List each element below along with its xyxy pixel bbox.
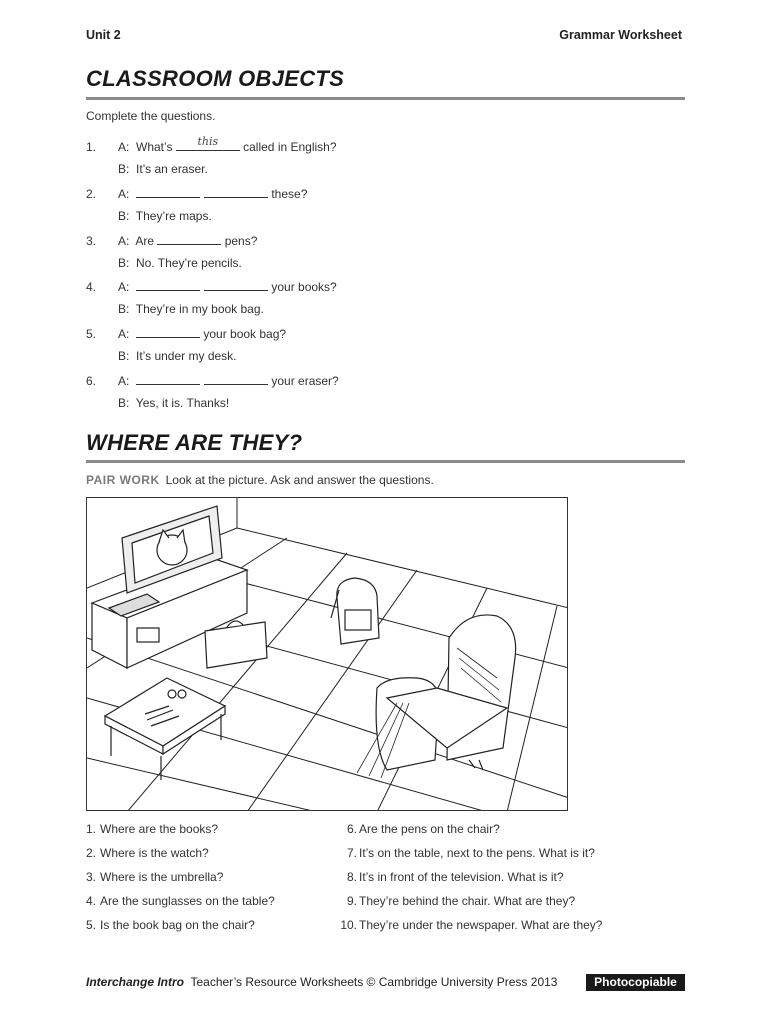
question-text: Is the book bag on the chair? (100, 918, 255, 932)
answer-blank[interactable] (136, 279, 200, 291)
question-item (86, 846, 275, 870)
question-text: your books? (268, 280, 337, 294)
answer-5-b: B: It’s under my desk. (118, 349, 237, 363)
question-item (86, 918, 275, 942)
question-text: A: (118, 327, 137, 341)
answer-blank[interactable] (136, 373, 200, 385)
answer-1-b: B: It’s an eraser. (118, 162, 208, 176)
questions-left (86, 822, 275, 942)
question-text: It’s in front of the television. What is it? (359, 870, 564, 884)
question-2-a (86, 186, 307, 201)
question-number: 2. (86, 187, 97, 201)
question-number: 7. (346, 846, 357, 860)
question-number: 6. (346, 822, 357, 836)
question-number: 1. (86, 140, 97, 154)
answer-4-b: B: They’re in my book bag. (118, 302, 264, 316)
question-item (336, 918, 602, 942)
answer-blank[interactable] (204, 279, 268, 291)
pair-work-label: PAIR WORK (86, 473, 160, 487)
answer-blank[interactable] (136, 326, 200, 338)
question-text: Where is the umbrella? (100, 870, 224, 884)
question-number: 9. (346, 894, 357, 908)
answer-blank[interactable] (136, 186, 200, 198)
question-text: your eraser? (268, 374, 339, 388)
question-number: 10. (340, 918, 357, 932)
question-5-a (86, 326, 286, 341)
question-item (336, 870, 602, 894)
footer-credit (86, 975, 557, 989)
question-text: They’re under the newspaper. What are they? (359, 918, 603, 932)
question-text: Where is the watch? (100, 846, 209, 860)
question-number: 1. (86, 822, 97, 836)
question-text: A: Are (118, 234, 158, 248)
question-text: A: (118, 280, 137, 294)
question-number: 5. (86, 918, 97, 932)
question-text: Are the pens on the chair? (359, 822, 500, 836)
answer-blank[interactable] (204, 373, 268, 385)
answer-2-b: B: They’re maps. (118, 209, 212, 223)
question-text: Are the sunglasses on the table? (100, 894, 275, 908)
question-text: pens? (221, 234, 258, 248)
question-text: Where are the books? (100, 822, 219, 836)
answer-blank[interactable] (157, 233, 221, 245)
section-title-where-are-they: WHERE ARE THEY? (86, 430, 303, 455)
question-text: A: (118, 374, 137, 388)
section-title-classroom-objects: CLASSROOM OBJECTS (86, 66, 345, 91)
question-text: A: What’s (118, 140, 176, 154)
section1-instruction: Complete the questions. (86, 109, 216, 123)
room-illustration-drawing (87, 498, 568, 811)
question-text: these? (268, 187, 308, 201)
question-text: called in English? (239, 140, 337, 154)
question-item (336, 846, 602, 870)
question-item (336, 822, 602, 846)
question-item (86, 870, 275, 894)
handwritten-answer: this (197, 135, 219, 148)
answer-blank[interactable] (204, 186, 268, 198)
question-number: 6. (86, 374, 97, 388)
question-6-a (86, 373, 339, 388)
photocopiable-badge: Photocopiable (586, 974, 685, 991)
question-number: 2. (86, 846, 97, 860)
question-text: They’re behind the chair. What are they? (359, 894, 576, 908)
question-4-a (86, 279, 337, 294)
section-rule (86, 97, 685, 100)
question-number: 3. (86, 234, 97, 248)
room-illustration (86, 497, 568, 811)
question-number: 8. (346, 870, 357, 884)
question-text: your book bag? (200, 327, 287, 341)
section-rule (86, 460, 685, 463)
question-item (86, 822, 275, 846)
question-text: A: (118, 187, 137, 201)
question-1-a (86, 135, 337, 154)
worksheet-label: Grammar Worksheet (559, 28, 682, 42)
answer-3-b: B: No. They’re pencils. (118, 256, 242, 270)
question-item (86, 894, 275, 918)
section2-instruction (86, 473, 434, 487)
book-title: Interchange Intro (86, 975, 185, 989)
question-number: 3. (86, 870, 97, 884)
question-3-a (86, 233, 257, 248)
question-text: It’s on the table, next to the pens. What is it? (359, 846, 595, 860)
question-number: 5. (86, 327, 97, 341)
question-number: 4. (86, 894, 97, 908)
answer-blank[interactable] (176, 135, 240, 151)
question-number: 4. (86, 280, 97, 294)
question-item (336, 894, 602, 918)
questions-right (336, 822, 602, 942)
copyright-text: Teacher’s Resource Worksheets © Cambridge University Press 2013 (184, 975, 558, 989)
answer-6-b: B: Yes, it is. Thanks! (118, 396, 230, 410)
instruction-text: Look at the picture. Ask and answer the questions. (165, 473, 434, 487)
unit-label: Unit 2 (86, 28, 121, 42)
